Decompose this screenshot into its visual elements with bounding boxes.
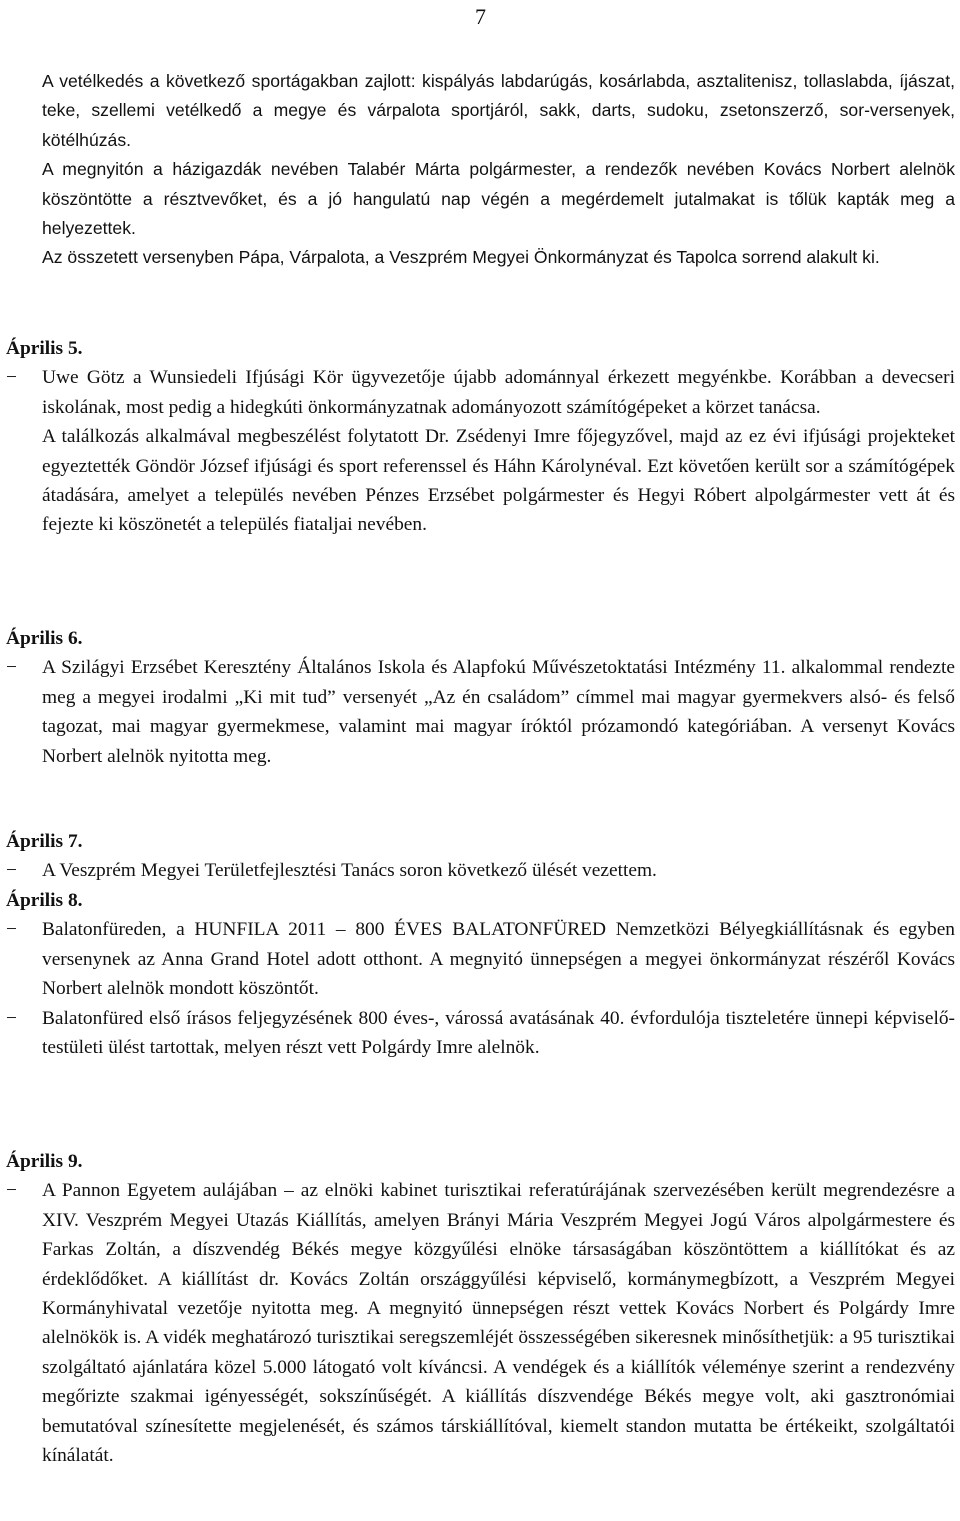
section-heading: Április 8. xyxy=(6,890,83,911)
dash-bullet: − xyxy=(6,367,17,389)
list-item-text: Balatonfüreden, a HUNFILA 2011 – 800 ÉVES BALATONFÜRED Nemzetközi Bélyegkiállításnak és egyben versenynek az Anna Grand Hotel adott otthont. A megnyitó ünnepségen a megyei önkormányzat részéről Kovács Norbert alelnök mondott köszöntőt. xyxy=(42,919,955,1000)
page-number: 7 xyxy=(475,4,486,29)
list-item xyxy=(6,1176,955,1470)
section-april-8 xyxy=(6,886,955,1062)
list-item xyxy=(6,1004,955,1063)
list-item xyxy=(6,856,955,885)
section-heading: Április 9. xyxy=(6,1151,83,1172)
dash-bullet: − xyxy=(6,1007,17,1029)
list-item-text: A Pannon Egyetem aulájában – az elnöki kabinet turisztikai referatúrájának szervezésében került megrendezésre a XIV. Veszprém Megyei Utazás Kiállítás, amelyen Brányi Mária Veszprém Megyei Jogú Város alpolgármestere és Farkas Zoltán, a díszvendég Békés megye közgyűlési elnöke társaságában köszöntöttem a kiállítókat és az érdeklődőket. A kiállítást dr. Kovács Zoltán országgyűlési képviselő, kormánymegbízott, a Veszprém Megyei Kormányhivatal vezetője nyitotta meg. A megnyitó ünnepségen részt vettek Kovács Norbert és Polgárdy Imre alelnökök is. A vidék meghatározó turisztikai seregszemléjét összességében sikeresnek minősíthetjük: a 95 turisztikai szolgáltató ajánlatára közel 5.000 látogató volt kíváncsi. A vendégek és a kiállítók véleménye szerint a rendezvény megőrizte szakmai igényességét, sokszínűségét. A kiállítás díszvendége Békés megye volt, aki gasztronómiai bemutatóval színesítette megjelenését, és számos társkiállítóval, kiemelt standon mutatta be értékeikt, szolgáltatói kínálatát. xyxy=(42,1180,955,1467)
section-april-9 xyxy=(6,1147,955,1470)
list-item-text: A Szilágyi Erzsébet Keresztény Általános Iskola és Alapfokú Művészetoktatási Intézmény 11. alkalommal rendezte meg a megyei irodalmi „Ki mit tud” versenyét „Az én családom” címmel mai magyar gyermekvers alsó- és felső tagozat, mai magyar gyermekmese, valamint mai magyar íróktól prózamondó kategóriában. A versenyt Kovács Norbert alelnök nyitotta meg. xyxy=(42,657,955,767)
list-item-text: Balatonfüred első írásos feljegyzésének 800 éves-, várossá avatásának 40. évfordulója tiszteletére ünnepi képviselő-testületi ülést tartottak, melyen részt vett Polgárdy Imre alelnök. xyxy=(42,1007,955,1059)
section-heading: Április 7. xyxy=(6,831,83,852)
intro-block xyxy=(42,67,955,273)
dash-bullet: − xyxy=(6,860,17,882)
list-item-text: A Veszprém Megyei Területfejlesztési Tanács soron következő ülését vezettem. xyxy=(42,860,657,882)
list-item xyxy=(6,915,955,1003)
intro-paragraph-results: Az összetett versenyben Pápa, Várpalota, a Veszprém Megyei Önkormányzat és Tapolca sorrend alakult ki. xyxy=(42,247,880,268)
dash-bullet: − xyxy=(6,657,17,679)
section-heading: Április 6. xyxy=(6,628,83,649)
intro-paragraph-opening: A megnyitón a házigazdák nevében Talabér Márta polgármester, a rendezők nevében Kovács Norbert alelnök köszöntötte a résztvevőket, és a jó hangulatú nap végén a megérdemelt jutalmakat is tőlük kapták meg a helyezettek. xyxy=(42,159,955,239)
dash-bullet: − xyxy=(6,919,17,941)
dash-bullet: − xyxy=(6,1180,17,1202)
section-april-6 xyxy=(6,624,955,771)
section-april-5 xyxy=(6,334,955,540)
section-paragraph: A találkozás alkalmával megbeszélést folytatott Dr. Zsédenyi Imre főjegyzővel, majd az ez évi ifjúsági projekteket egyeztették Göndör József ifjúsági és sport referenssel és Háhn Károlynéval. Ezt követően került sor a számítógépek átadására, amelyet a település nevében Pénzes Erzsébet polgármester és Hegyi Róbert alpolgármester vett át és fejezte ki köszönetét a település fiataljai nevében. xyxy=(42,426,955,536)
list-item-text: Uwe Götz a Wunsiedeli Ifjúsági Kör ügyvezetője újabb adománnyal érkezett megyénkbe. Korábban a devecseri iskolának, most pedig a hidegkúti önkormányzatnak adományozott számítógépeket a körzet tanácsa. xyxy=(42,367,955,418)
section-april-7 xyxy=(6,827,955,886)
list-item xyxy=(6,653,955,771)
section-heading: Április 5. xyxy=(6,338,83,359)
list-item xyxy=(6,363,955,422)
intro-paragraph-sports: A vetélkedés a következő sportágakban zajlott: kispályás labdarúgás, kosárlabda, asztalitenisz, tollaslabda, íjászat, teke, szellemi vetélkedő a megye és várpalota sportjáról, sakk, darts, sudoku, zsetonszerző, sor-versenyek, kötélhúzás. xyxy=(42,71,955,150)
